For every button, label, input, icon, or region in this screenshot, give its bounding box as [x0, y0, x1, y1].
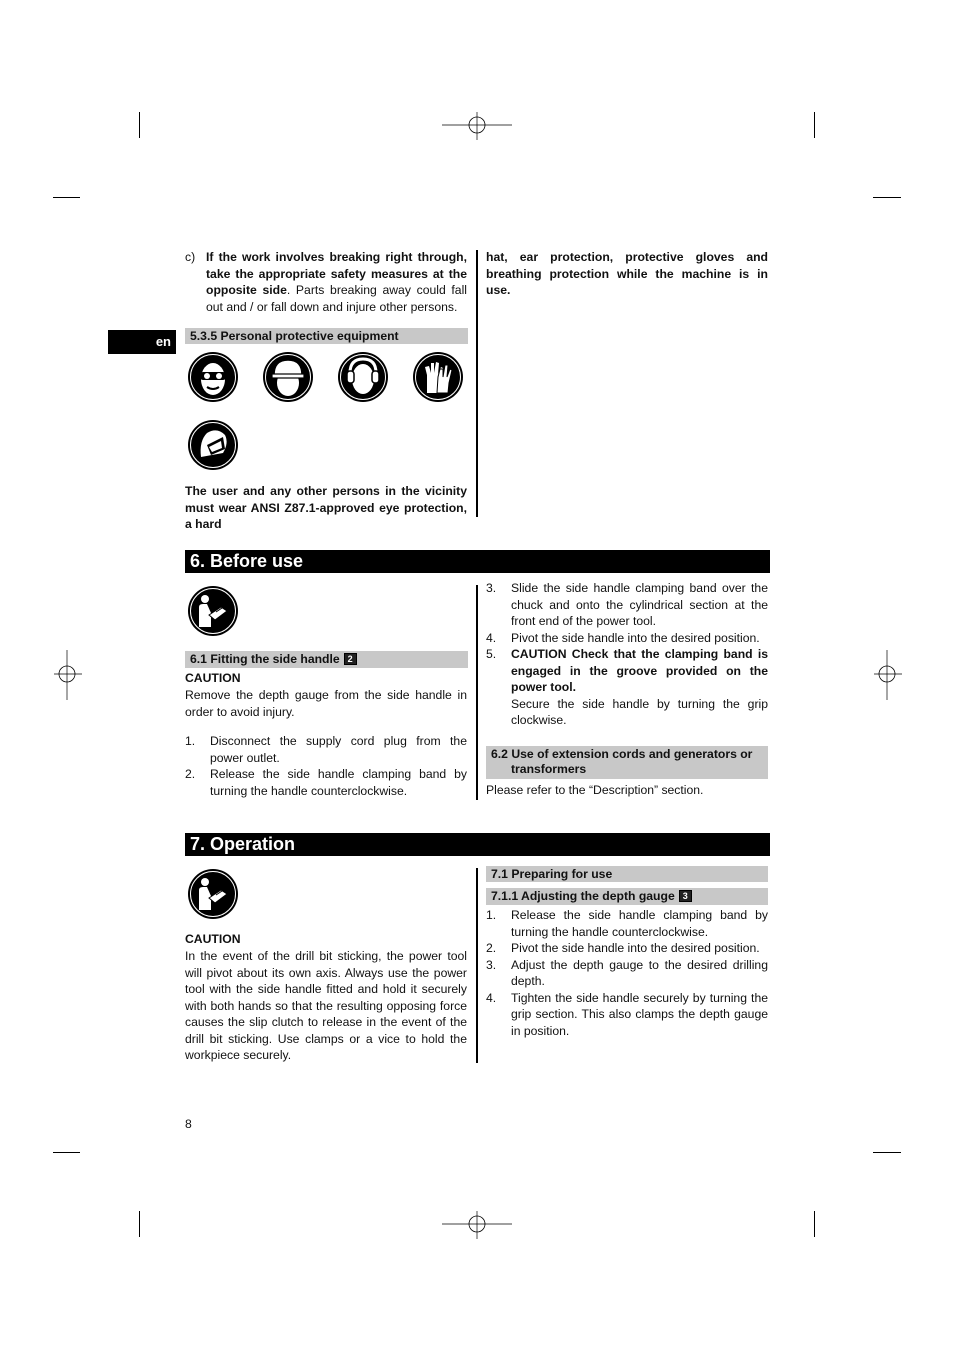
- list-item: 2. Pivot the side handle into the desired position.: [486, 941, 760, 955]
- extension-cords-heading: 6.2 Use of extension cords and generators or transformers: [486, 746, 768, 779]
- breathing-mask-icon: [187, 419, 239, 471]
- list-item: 1. Disconnect the supply cord plug from the power outlet.: [185, 734, 467, 765]
- list-item: 2. Release the side handle clamping band by turning the handle counterclockwise.: [185, 767, 467, 798]
- ppe-warning-part2: hat, ear protection, protective gloves and breathing protection while the machine is in use.: [486, 250, 768, 297]
- ear-protection-icon: [337, 351, 389, 403]
- caution-label: CAUTION: [185, 671, 241, 685]
- caution-label: CAUTION: [185, 932, 241, 946]
- preparing-for-use-heading: 7.1 Preparing for use: [486, 866, 768, 882]
- depth-gauge-heading: 7.1.1 Adjusting the depth gauge 3: [486, 888, 768, 905]
- registration-mark-top: [440, 110, 514, 142]
- column-divider: [476, 868, 478, 1063]
- caution-text: Remove the depth gauge from the side handle in order to avoid injury.: [185, 688, 467, 719]
- registration-mark-left: [52, 648, 84, 702]
- section-7-title: 7. Operation: [185, 833, 770, 856]
- list-item: 3. Slide the side handle clamping band over the chuck and onto the cylindrical section at the front end of the power tool.: [486, 581, 768, 628]
- gloves-icon: [412, 351, 464, 403]
- column-divider: [476, 250, 478, 517]
- extension-cords-text: Please refer to the “Description” section.: [486, 783, 704, 797]
- ppe-heading: 5.3.5 Personal protective equipment: [185, 328, 468, 344]
- side-handle-steps-right: [486, 580, 768, 729]
- registration-mark-right: [872, 648, 904, 702]
- read-manual-icon: [187, 585, 239, 637]
- list-item: 4. Pivot the side handle into the desired position.: [486, 630, 760, 645]
- registration-mark-bottom: [440, 1209, 514, 1241]
- figure-reference: 2: [344, 653, 357, 665]
- list-item: 5. CAUTION Check that the clamping band is engaged in the groove provided on the power tool. Secure the side handle by turning the grip clockwise.: [486, 647, 768, 727]
- ppe-warning-part1: The user and any other persons in the vicinity must wear ANSI Z87.1-approved eye protection, a hard: [185, 484, 467, 531]
- page-number: 8: [185, 1117, 192, 1131]
- intro-item-letter: c): [185, 250, 196, 264]
- list-item: 3. Adjust the depth gauge to the desired drilling depth.: [486, 957, 768, 988]
- language-tab-label: en: [155, 334, 171, 349]
- list-item: 1. Release the side handle clamping band by turning the handle counterclockwise.: [486, 908, 768, 939]
- hard-hat-icon: [262, 351, 314, 403]
- intro-normal-text: . Parts breaking away could fall out and / or fall down and injure other persons.: [206, 283, 467, 314]
- figure-reference: 3: [679, 890, 692, 902]
- side-handle-steps-left: [185, 733, 467, 799]
- column-divider: [476, 585, 478, 800]
- list-item: 4. Tighten the side handle securely by turning the grip section. This also clamps the depth gauge in position.: [486, 990, 768, 1038]
- goggles-icon: [187, 351, 239, 403]
- intro-item: [185, 249, 467, 315]
- language-tab: [108, 330, 176, 354]
- intro-bold-text: If the work involves breaking right through, take the appropriate safety measures at the opposite side: [206, 250, 467, 297]
- caution-text: In the event of the drill bit sticking, the power tool will pivot about its own axis. Always use the power tool with the side handle fitted and hold it securely with both hands so that the resulting opposing force causes the slip clutch to release in the event of the drill bit sticking. Use clamps or a vice to hold the workpiece securely.: [185, 949, 467, 1062]
- depth-gauge-steps: [486, 907, 768, 1039]
- fitting-side-handle-heading: 6.1 Fitting the side handle 2: [185, 651, 468, 668]
- section-6-title: 6. Before use: [185, 550, 770, 573]
- read-manual-icon: [187, 868, 239, 920]
